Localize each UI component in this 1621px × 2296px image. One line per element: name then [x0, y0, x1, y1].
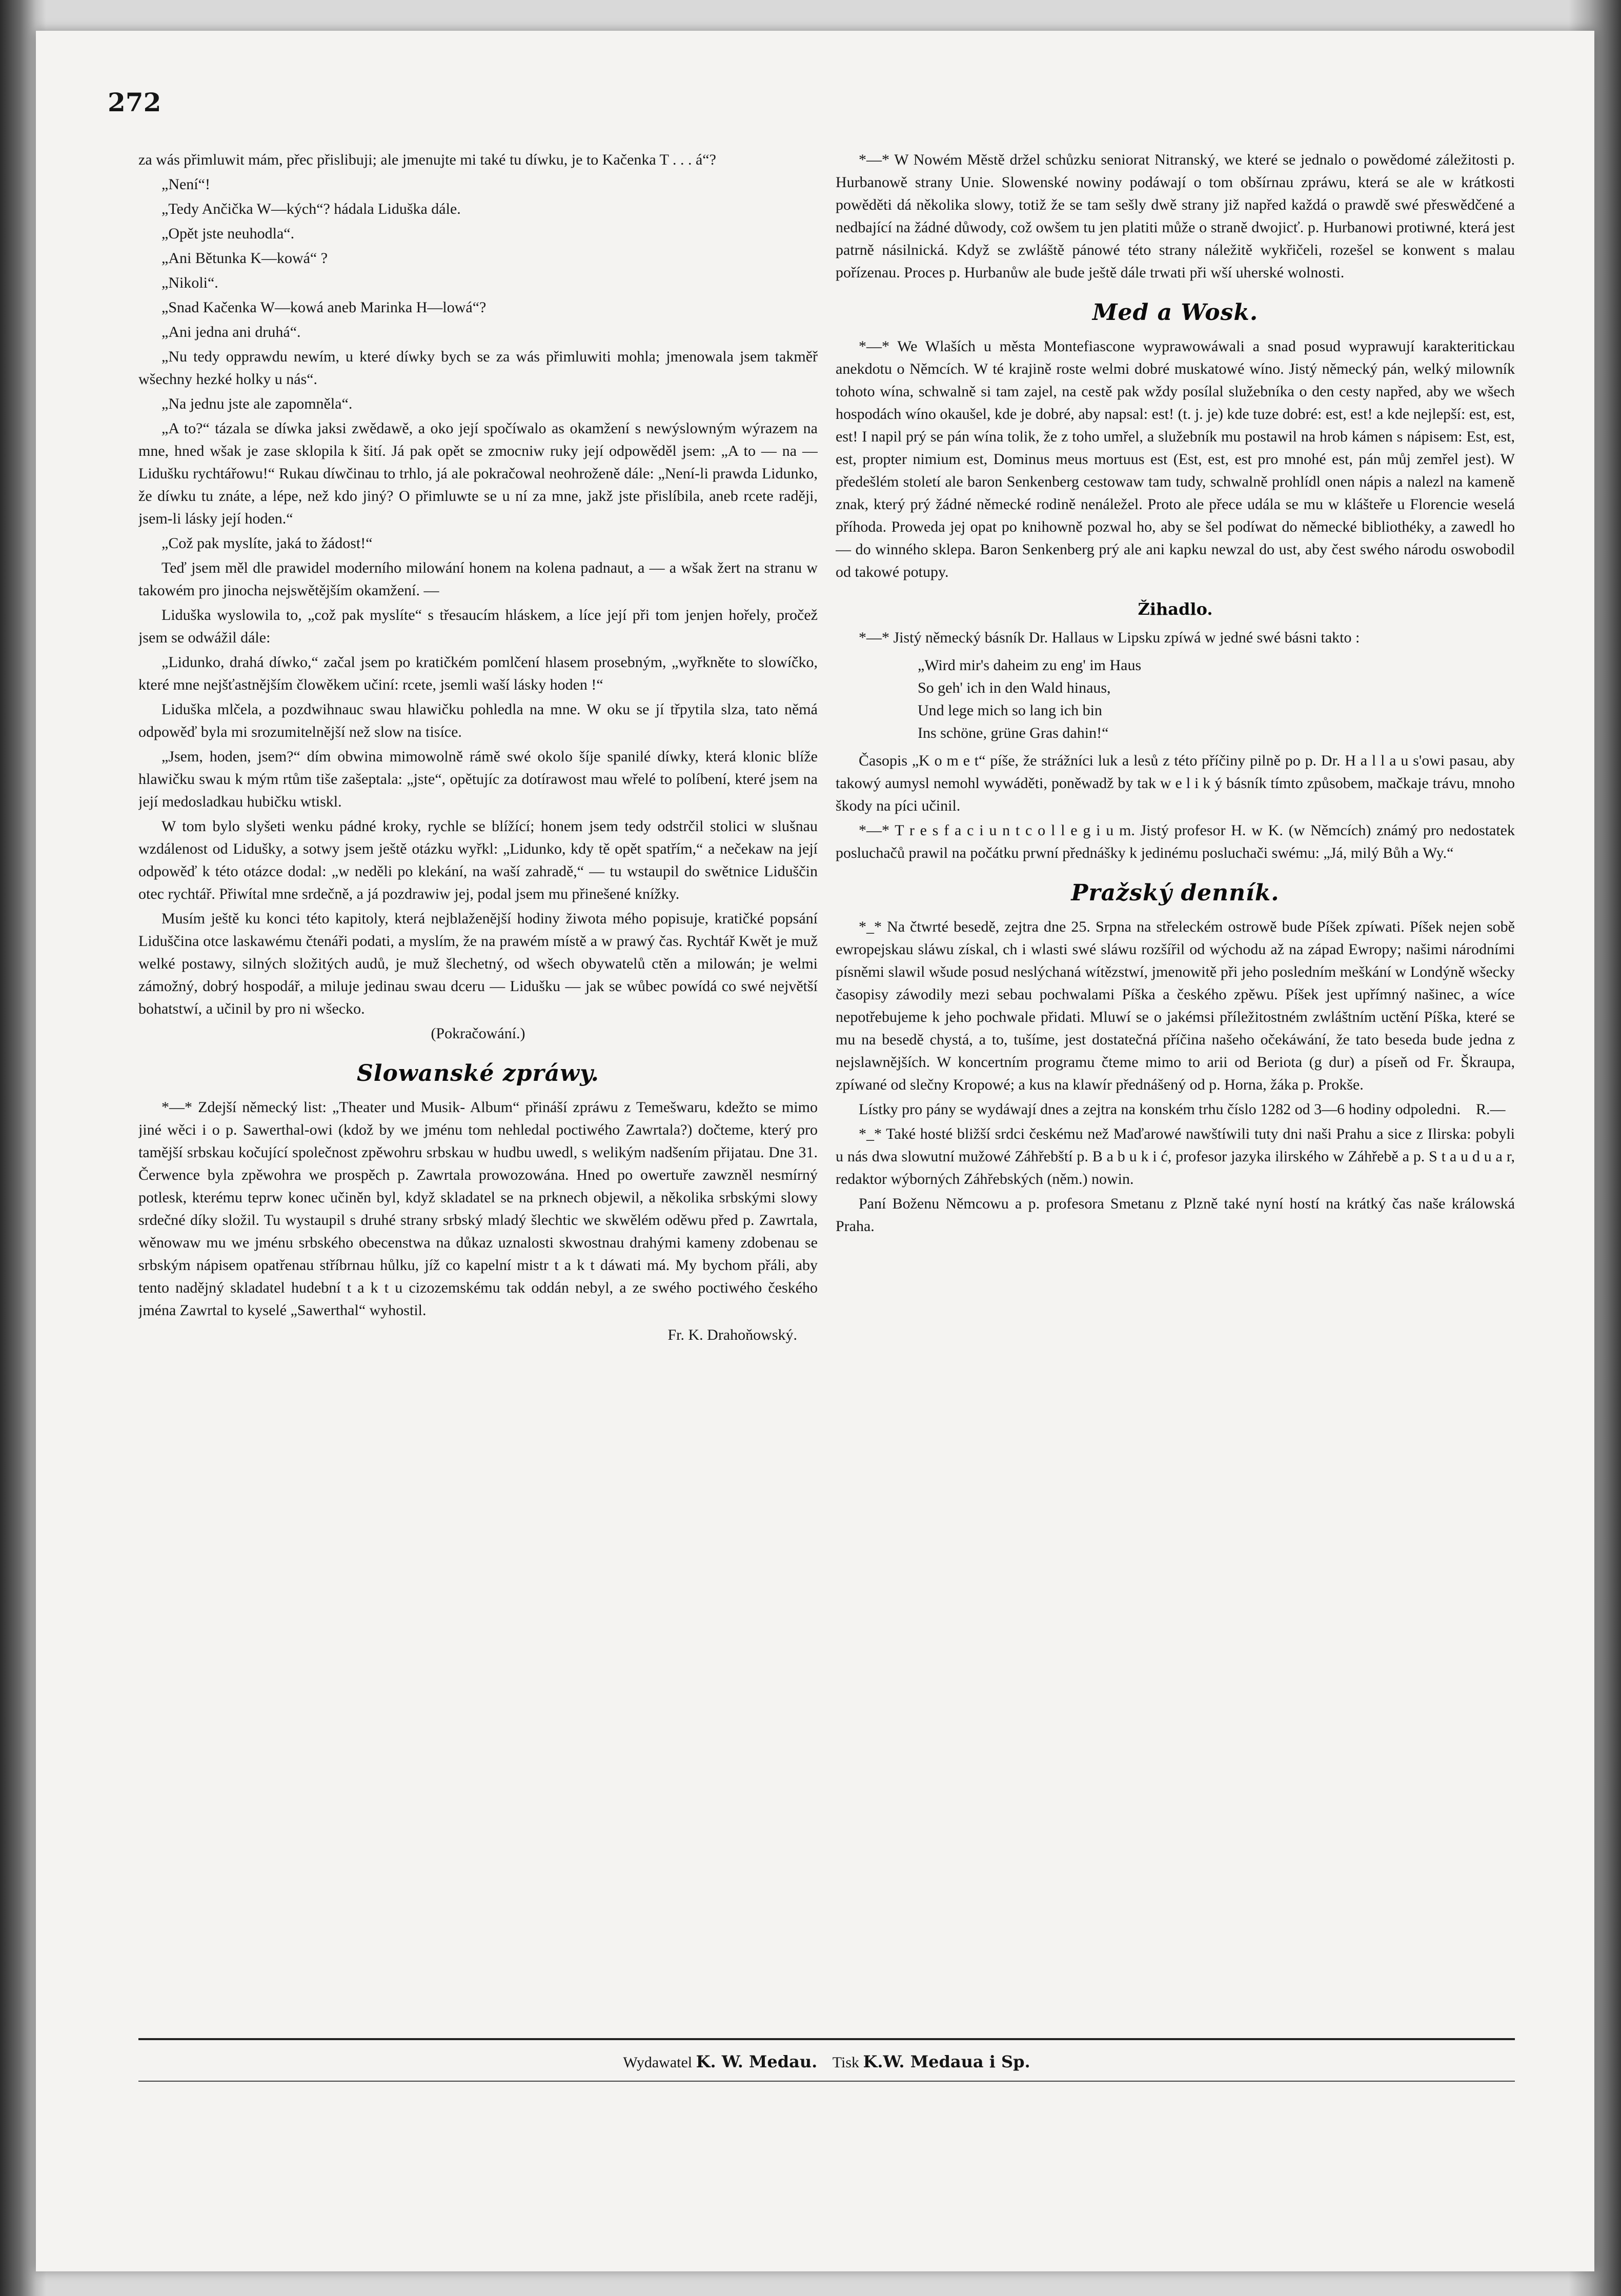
story-paragraph: „Tedy Ančička W—kých“? hádala Liduška dále.: [161, 200, 461, 217]
news-paragraph: *—* Zdejší německý list: „Theater und Musik- Album“ přináší zpráwu z Temešwaru, kdežto se mimo jiné wěci i o p. Sawerthal-owi (kdož by we jménu tom nehledal poctiwého Zawrtala?) dočteme, který pro tamější srbskau kočující společnost zpěwohru srbskau w hudbu uwedl, s welikým nadšením přijatau. Dne 31. Čerwence byla zpěwohra we prospěch p. Zawrtala prowozowána. Hned po owertuře zawzněl nesmírný potlesk, kterému teprw konec učiněn byl, když skladatel se na prknech objewil, a několika srbskými slowy srdečné díky složil. Tu wystaupil s druhé strany srbský mladý šlechtic we skwělém oděwu před p. Zawrtala, wěnowaw mu we jménu srbského obecenstwa na důkaz uznalosti skwostnau drahými kameny zdobenau se srbským nápisem opatřenau stříbrnau hůlku, jíž co kapelní mistr t a k t dáwati má. My bychom přáli, aby tento nadějný skladatel hudební t a k t u cizozemskému tak oddán nebyl, a ze swého poctiwého českého jména Zawrtal to kyselé „Sawerthal“ wyhostil.: [138, 1099, 818, 1319]
poem-line: So geh' ich in den Wald hinaus,: [918, 679, 1111, 696]
section-title-med-a-wosk: Med a Wosk.: [1092, 299, 1259, 326]
poem-line: Und lege mich so lang ich bin: [918, 702, 1102, 719]
zihadlo-paragraph-3: *—* T r e s f a c i u n t c o l l e g i u m. Jistý profesor H. w K. (w Němcích) známý pro nedostatek posluchačů prawil na počátku prwní přednášky k jedinému posluchači swému: „Já, milý Bůh a Wy.“: [836, 822, 1515, 861]
story-paragraph: „Na jednu jste ale zapomněla“.: [161, 395, 353, 412]
story-paragraph: „Není“!: [161, 176, 210, 193]
prazsky-paragraph-2: [836, 1098, 1515, 1121]
printer-label: Tisk: [832, 2054, 860, 2071]
anecdote-paragraph: *—* We Wlaších u města Montefiascone wyprawowáwali a snad posud wyprawují karakteritickau anekdotu o Němcích. W té krajině roste welmi dobré muskatowé wíno. Jistý německý pán, welký milowník tohoto wína, schwalně si tam zajel, na cestě pak wždy posílal služebníka o den cesty napřed, aby we wšech hospodách wíno okaušel, kde je dobré, aby napsal: est! (t. j. je) kde tuze dobré: est, est! a kde nejlepší: est, est, est! I napil prý se pán wína tolik, že z toho umřel, a služebník mu postawil na hrob kámen s nápisem: Est, est, est, propter nimium est, Dominus meus mortuus est (Est, est, est pro mnohé est, pán můj zemřel jest). W předešlém století ale baron Senkenberg cestowaw tam tudy, schwalně prohlídl onen nápis a nalezl na kameně znak, který prý žádné německé rodině nenáležel. Proto ale přece udála se mu w klášteře u Florencie weselá příhoda. Proweda jej opat po knihowně pozwal ho, aby se šel podíwat do německé bibliothéky, a zawedl ho — do winného sklepa. Baron Senkenberg prý ale ani kapku newzal do ust, aby čest swého národu oswobodil od takowé potupy.: [836, 338, 1515, 580]
story-paragraph: Teď jsem měl dle prawidel moderního milowání honem na kolena padnaut, a — a wšak žert na stranu w takowém pro jinocha nejswětějším okamžení. —: [138, 559, 818, 599]
section-title-prazsky-dennik: Pražský denník.: [1071, 880, 1280, 906]
story-paragraph: „Snad Kačenka W—kowá aneb Marinka H—lowá“?: [161, 299, 487, 316]
nitra-news-paragraph: *—* W Nowém Městě držel schůzku seniorat Nitranský, we které se jednalo o powědomé záležitosti p. Hurbanowě strany Unie. Slowenské nowiny podáwají o tom obšírnau zpráwu, která se ale w krátkosti powěděti dá několika slowy, totiž že se tam sešly dwě strany již napřed každá o prawdě swé přeswědčené a nedbající na žádné důwody, což owšem tu jen platiti může o straně dwojicť. p. Hurbanowi protiwné, která jest patrně násilnická. Když se zwláště pánowé této strany náležitě wykřičeli, rozešel se konwent s malau pořízenau. Proces p. Hurbanůw ale bude ještě dále trwati při wší uherské wolnosti.: [836, 151, 1515, 281]
section-title-zihadlo: Žihadlo.: [1138, 599, 1213, 619]
right-column: [836, 149, 1515, 2036]
footer-rule: [138, 2038, 1515, 2040]
prazsky-paragraph-3: *_* Také hosté bližší srdci českému než Maďarowé nawštíwili tuty dni naši Prahu a sice z Ilirska: pobyli u nás dwa slowutní mužowé Záhřebští p. B a b u k i ć, profesor jazyka ilirského w Záhřebě a p. S t a u d u a r, redaktor wýborných Záhřebských (něm.) nowin.: [836, 1125, 1515, 1187]
footer-rule-thin: [138, 2081, 1515, 2082]
story-paragraph: „Což pak myslíte, jaká to žádost!“: [161, 535, 373, 552]
prazsky-paragraph-2-signature: R.—: [1475, 1101, 1506, 1118]
prazsky-paragraph-2-text: Lístky pro pány se wydáwají dnes a zejtra na konském trhu číslo 1282 od 3—6 hodiny odpoledni.: [859, 1101, 1461, 1118]
story-paragraph: „A to?“ tázala se díwka jaksi zwědawě, a oko její spočíwalo as okamžení s newýslowným wýrazem na mne, hned wšak je zase sklopila k šití. Já pak opět se zmocniw ruky její odpowěděl jsem: „A to — na — Lidušku rychtářowu!“ Rukau díwčinau to trhlo, já ale pokračowal neohroženě dále: „Není-li prawda Lidunko, že díwku tu znáte, a lépe, než kdo jiný? O přimluwte se u ní za mne, jakž jste přislíbila, aneb rcete raději, jsem-li lásky její hoden.“: [138, 420, 818, 527]
printer-name: K.W. Medaua i Sp.: [863, 2052, 1030, 2071]
publisher-label: Wydawatel: [623, 2054, 693, 2071]
story-paragraph: „Lidunko, drahá díwko,“ začal jsem po kratičkém pomlčení hlasem prosebným, „wyřkněte to slowíčko, které mne nejšťastnějším člowěkem učiní: rcete, jsemli waší lásky hoden !“: [138, 654, 818, 693]
story-paragraph: „Jsem, hoden, jsem?“ dím obwina mimowolně rámě swé okolo šíje spanilé díwky, která klonic blíže hlawičku swau k mým rtům tiše zašeptala: „jste“, opětujíc za dotírawost mau wřelé to políbení, které jsem na její medosladkau hubičku wtiskl.: [138, 748, 818, 810]
zihadlo-paragraph-2: Časopis „K o m e t“ píše, že strážníci luk a lesů z této příčiny pilně po p. Dr. H a l l a u s'owi pasau, aby takowý aumysl nemohl wywáděti, poněwadž by tak w e l i k ý básník tímto způsobem, mačkaje trávu, mnoho škody na píci učinil.: [836, 752, 1515, 814]
story-paragraph: Liduška wyslowila to, „což pak myslíte“ s třesaucím hláskem, a líce její při tom jenjen hořely, pročež jsem se odwážil dále:: [138, 607, 818, 646]
zihadlo-intro: *—* Jistý německý básník Dr. Hallaus w Lipsku zpíwá w jedné swé básni takto :: [859, 629, 1360, 646]
left-column: [138, 149, 818, 2036]
continued-note: (Pokračowání.): [431, 1025, 525, 1042]
story-paragraph: „Opět jste neuhodla“.: [161, 225, 295, 242]
story-paragraph: Musím ještě ku konci této kapitoly, která nejblaženější hodiny žiwota mého popisuje, kratičké popsání Liduščina otce laskawému čtenáři podati, a myslím, že na prawém místě a w prawý čas. Rychtář Kwět je muž welké postawy, silných složitých audů, je muž šlechetný, od wšech obywatelů ctěn a milowán; je welmi zámožný, dobrý hospodář, a miluje jedinau swau dceru — Lidušku — jak se wůbec powídá co swé největší bohatstwí, a učinil by pro ni wšecko.: [138, 910, 818, 1017]
poem-line: Ins schöne, grüne Gras dahin!“: [918, 724, 1109, 741]
prazsky-paragraph-4: Paní Boženu Němcowu a p. profesora Smetanu z Plzně také nyní hostí na krátký čas naše králowská Praha.: [836, 1195, 1515, 1235]
story-paragraph: W tom bylo slyšeti wenku pádné kroky, rychle se blížící; honem jsem tedy odstrčil stolici w slušnau wzdálenost od Lidušky, a sotwy jsem ještě otázku wyřkl: „Lidunko, kdy tě opět spatřím,“ a nečekaw na její odpowěď k této otázce dodal: „w neděli po klekání, na waší zahradě,“ — tu wstaupil do swětnice Liduščin otec rychtář. Přiwítal mne srdečně, a já pozdrawiw jej, podal jsem mu přinešené knížky.: [138, 818, 818, 902]
story-paragraph: „Nikoli“.: [161, 274, 218, 291]
story-text: [138, 149, 818, 1020]
story-paragraph: za wás přimluwit mám, přec přislibuji; ale jmenujte mi také tu díwku, je to Kačenka T . . . á“?: [138, 151, 716, 168]
story-paragraph: „Ani jedna ani druhá“.: [161, 324, 301, 340]
story-paragraph: Liduška mlčela, a pozdwihnauc swau hlawičku pohledla na mne. W oku se jí třpytila slza, tato němá odpowěď byla mi srozumitelnější než slow na tisíce.: [138, 701, 818, 740]
story-paragraph: „Ani Bětunka K—kowá“ ?: [161, 250, 328, 267]
section-title-slowanske-zpravy: Slowanské zpráwy.: [357, 1060, 599, 1086]
page-number: 272: [108, 87, 161, 117]
author-signature: Fr. K. Drahoňowský.: [667, 1326, 797, 1343]
poem-quote: [918, 654, 1515, 744]
story-paragraph: „Nu tedy opprawdu newím, u které díwky bych se za wás přimluwiti mohla; jmenowala jsem takměř wšechny hezké holky u nás“.: [138, 348, 818, 388]
poem-line: „Wird mir's daheim zu eng' im Haus: [918, 657, 1142, 674]
imprint-line: [138, 2052, 1515, 2071]
publisher-name: K. W. Medau.: [696, 2052, 818, 2071]
prazsky-paragraph-1: *_* Na čtwrté besedě, zejtra dne 25. Srpna na střeleckém ostrowě bude Píšek zpíwati. Píšek nejen sobě ewropejskau sláwu získal, ch i wlasti swé sláwu rozšířil od wýchodu až na západ Ewropy; našimi národními písněmi slawil wšude posud neslýchaná wítězstwí, jmenowitě při jeho posledním meškání w Londýně wšecky časopisy záwodily mezi sebau pochwalami Píška a českého zpěwu. Píšek jest upřímný našinec, a wíce nepotřebujeme k jeho pochwale přidati. Mluwí se o jakémsi příležitostném zwláštním uctění Píška, které se mu na besedě chystá, a to, tušíme, jest dostatečná příčina našeho očekáwání, že tato beseda bude jedna z nejslawnějších. W koncertním programu čteme mimo to arii od Beriota (g dur) a píseň od Fr. Škraupa, zpíwané od slečny Kropowé; a kus na klawír přednášený od p. Horna, žáka p. Prokše.: [836, 918, 1515, 1093]
